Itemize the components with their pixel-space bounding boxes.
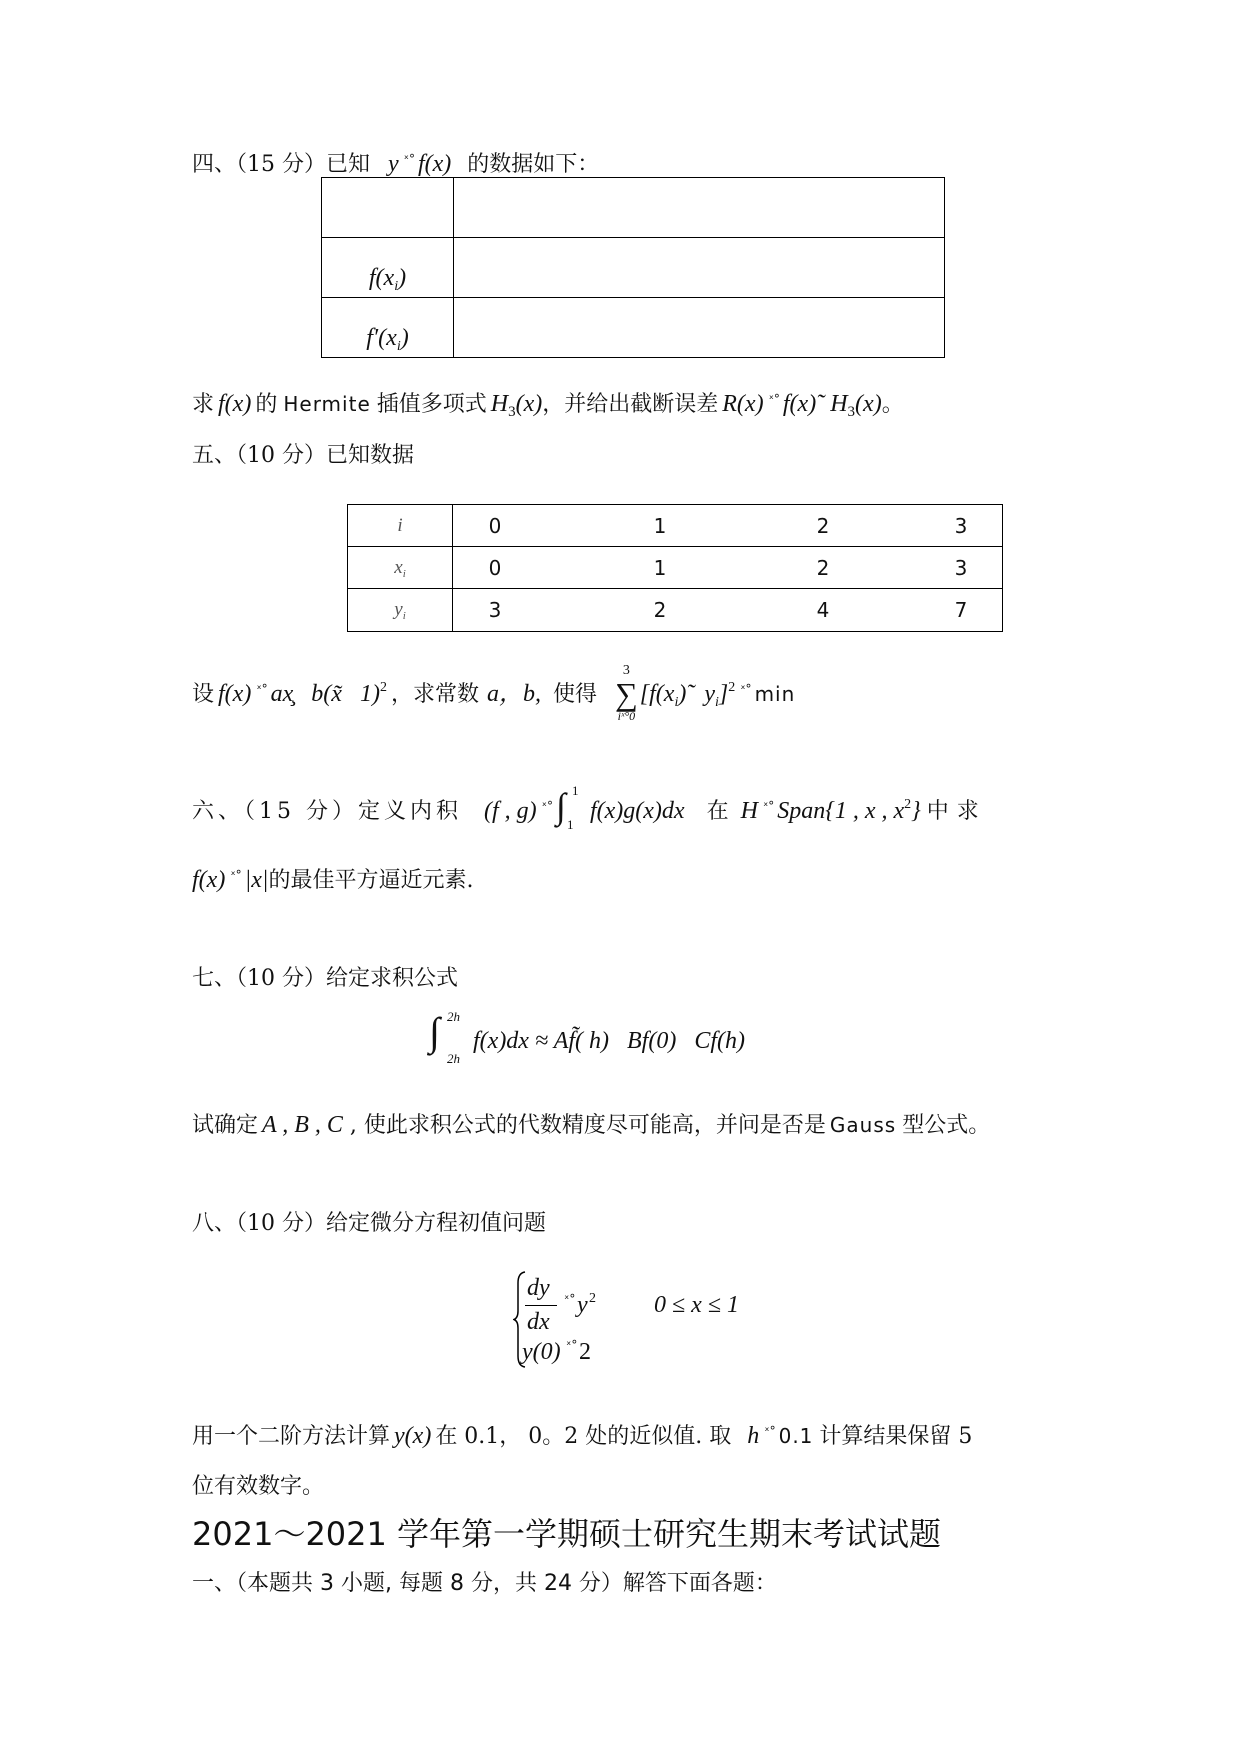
q8-h: h [747, 1423, 760, 1449]
q8-task-line-2: 位有效数字。 [192, 1474, 325, 1499]
table-cell: 2 [816, 556, 830, 580]
q4-task-text: ，并给出截断误差 [542, 392, 719, 417]
equals-glyph: ˣ° [564, 1292, 576, 1306]
q6-fx: f(x) [192, 867, 226, 893]
q5-task-text: ，求常数 [390, 682, 479, 707]
exam-heading: 2021～2021 学年第一学期硕士研究生期末考试试题 [192, 1515, 942, 1553]
row-value-cell [454, 298, 945, 358]
q4-var-y: y [388, 151, 399, 177]
initial-value: 2 [579, 1339, 591, 1365]
q4-title-tail: 的数据如下： [467, 152, 600, 177]
superscript: 2 [589, 1291, 596, 1306]
table-cell: 3 [954, 556, 968, 580]
table-row [322, 238, 945, 298]
equals-glyph: ˣ° [230, 868, 242, 882]
table-cell: 7 [954, 598, 968, 622]
q6-text: 中求 [926, 799, 987, 824]
q6-span: Span{1 , x , x [777, 798, 905, 824]
table-cell: 0 [488, 556, 502, 580]
q4-task-h: H [490, 391, 509, 417]
q7-title: 七、（10 分）给定求积公式 [192, 966, 458, 991]
integral-upper-limit: 2h [447, 1009, 460, 1024]
q8-step-value: 0.1 [778, 1424, 814, 1448]
equals-glyph: ˣ° [256, 682, 268, 696]
subscript: i [715, 695, 719, 710]
row-label-xi [348, 547, 452, 591]
table-cell: 4 [816, 598, 830, 622]
equals-glyph: ˣ° [762, 799, 775, 813]
q8-text: 用一个二阶方法计算 [192, 1424, 391, 1449]
table-row [348, 589, 1002, 631]
integral-sign: ∫ [429, 1009, 440, 1054]
q4-fx: f(x) [417, 151, 452, 177]
fraction-denominator: dx [527, 1309, 550, 1335]
q7-text: 试确定 [192, 1113, 259, 1138]
q4-title: 四、（15 分）已知 [192, 152, 370, 177]
table-row [348, 547, 1002, 589]
q7-text: , 使此求积公式的代数精度尽可能高，并问是否是 [342, 1113, 826, 1138]
integral-lower-limit: 2h [447, 1051, 460, 1066]
q5-task-text: 使得 [552, 682, 597, 707]
q6-h: H [740, 798, 758, 824]
table-row [322, 178, 945, 238]
sum-upper-limit: 3 [622, 663, 630, 678]
q6-text: 在 [706, 799, 729, 824]
fraction-bar [525, 1305, 557, 1306]
q6-absx: |x| [244, 867, 269, 893]
q5-min: min [754, 682, 796, 706]
label-var: x [394, 557, 403, 578]
q4-task-text: 的 [255, 392, 278, 417]
table-cell: 3 [488, 598, 502, 622]
subscript: i [402, 610, 406, 622]
paren: ) [398, 265, 407, 291]
q6-line-1 [192, 783, 987, 832]
hermite-data-table [321, 177, 945, 358]
equals-glyph: ˣ° [740, 682, 752, 696]
gauss-word: Gauss [829, 1113, 897, 1137]
table-cell: 1 [653, 556, 667, 580]
sigma-symbol: ∑ [614, 676, 638, 712]
q5-term-close: ] [718, 681, 729, 707]
subscript: i [674, 695, 679, 710]
ode-domain: 0 ≤ x ≤ 1 [654, 1292, 739, 1318]
table-cell: 0 [488, 514, 502, 538]
integral [429, 1009, 473, 1066]
q4-task-h2-arg: (x) [855, 391, 882, 417]
row-label-cell [322, 238, 454, 298]
row-label-dfxi: f′(x [366, 325, 397, 351]
equals-glyph: ˣ° [768, 392, 780, 406]
q6-integrand: f(x)g(x)dx [589, 798, 685, 824]
q5-term-mid: )̃ y [678, 681, 715, 707]
q6-inner-product: (f , g) [484, 798, 537, 824]
q5-fx: f(x) [218, 681, 252, 707]
row-label-i: i [397, 515, 403, 536]
integral-upper-limit: 1 [571, 783, 579, 798]
q6-line-2 [192, 866, 474, 897]
q7-coefficients: A , B , C [262, 1112, 343, 1138]
label-var: y [394, 599, 403, 620]
equals-glyph: ˣ° [541, 799, 553, 813]
table-row [322, 298, 945, 358]
subscript: 3 [508, 404, 516, 420]
q4-task-f: f(x)̃ [782, 391, 817, 417]
q7-formula [429, 1009, 745, 1066]
subscript: i [402, 568, 406, 580]
paren: ) [400, 325, 409, 351]
q5-constants: a，b, [486, 681, 541, 707]
q6-title: 六、（15 分）定义内积 [192, 799, 462, 824]
table-cell: 3 [954, 514, 968, 538]
q6-text: 的最佳平方逼近元素. [268, 868, 474, 893]
q8-title: 八、（10 分）给定微分方程初值问题 [192, 1211, 546, 1236]
q8-yx: y(x) [394, 1423, 432, 1449]
quadrature-formula: f(x)dx ≈ Af̃( h) Bf(0) Cf(h) [473, 1028, 745, 1054]
ode-system [513, 1271, 753, 1368]
ode-rhs: y [577, 1292, 588, 1318]
summation [615, 664, 638, 722]
data-table [347, 504, 1003, 632]
q5-task-line [192, 663, 796, 724]
subscript: i [394, 279, 399, 294]
initial-condition: y(0) [522, 1339, 561, 1365]
row-label-cell [322, 298, 454, 358]
hermite-word: Hermite [283, 392, 371, 416]
superscript: 2 [904, 797, 912, 812]
superscript: 2 [379, 680, 387, 695]
q6-span-close: } [911, 798, 921, 824]
q1-title: 一、（本题共 3 小题, 每题 8 分，共 24 分）解答下面各题： [192, 1571, 777, 1596]
equals-glyph: ˣ° [764, 1424, 776, 1438]
subscript: 3 [847, 404, 856, 420]
table-cell: 1 [653, 514, 667, 538]
sum-lower-limit: iˣ°0 [617, 709, 636, 723]
integral [555, 783, 586, 832]
q5-title: 五、（10 分）已知数据 [192, 443, 414, 468]
row-value-cell [454, 178, 945, 238]
equals-glyph: ˣ° [403, 152, 415, 166]
q4-task-line [192, 390, 904, 421]
q4-task-text: 。 [881, 392, 904, 417]
integral-lower-limit: 1 [566, 817, 574, 832]
q8-text: 在 0.1， 0。2 处的近似值. 取 [435, 1424, 732, 1449]
q5-term: [f(x [639, 681, 675, 707]
q5-task-text: 设 [192, 682, 215, 707]
q4-task-r: R(x) [722, 391, 764, 417]
q4-task-fx: f(x) [218, 391, 252, 417]
q4-task-text: 求 [192, 392, 215, 417]
row-value-cell [454, 238, 945, 298]
table-cell: 2 [653, 598, 667, 622]
q8-text: 计算结果保留 5 [819, 1424, 973, 1449]
table-cell: 2 [816, 514, 830, 538]
q7-text: 型公式。 [902, 1113, 991, 1138]
q5-model: ax̧ b(x̃ 1) [270, 681, 380, 707]
integral-sign: ∫ [555, 786, 566, 826]
q4-task-text: 插值多项式 [376, 392, 487, 417]
q4-task-h2: H [830, 391, 848, 417]
table-row [348, 505, 1002, 547]
row-label-cell [322, 178, 454, 238]
row-label-yi [348, 589, 452, 633]
q4-task-h-arg: (x) [515, 391, 543, 417]
equals-glyph: ˣ° [566, 1338, 578, 1352]
q7-task-line [192, 1111, 990, 1140]
fraction-numerator: dy [527, 1275, 550, 1301]
q8-task-line [192, 1422, 972, 1453]
row-label-fxi: f(x [368, 265, 395, 291]
subscript: i [396, 339, 401, 354]
superscript: 2 [728, 680, 736, 695]
